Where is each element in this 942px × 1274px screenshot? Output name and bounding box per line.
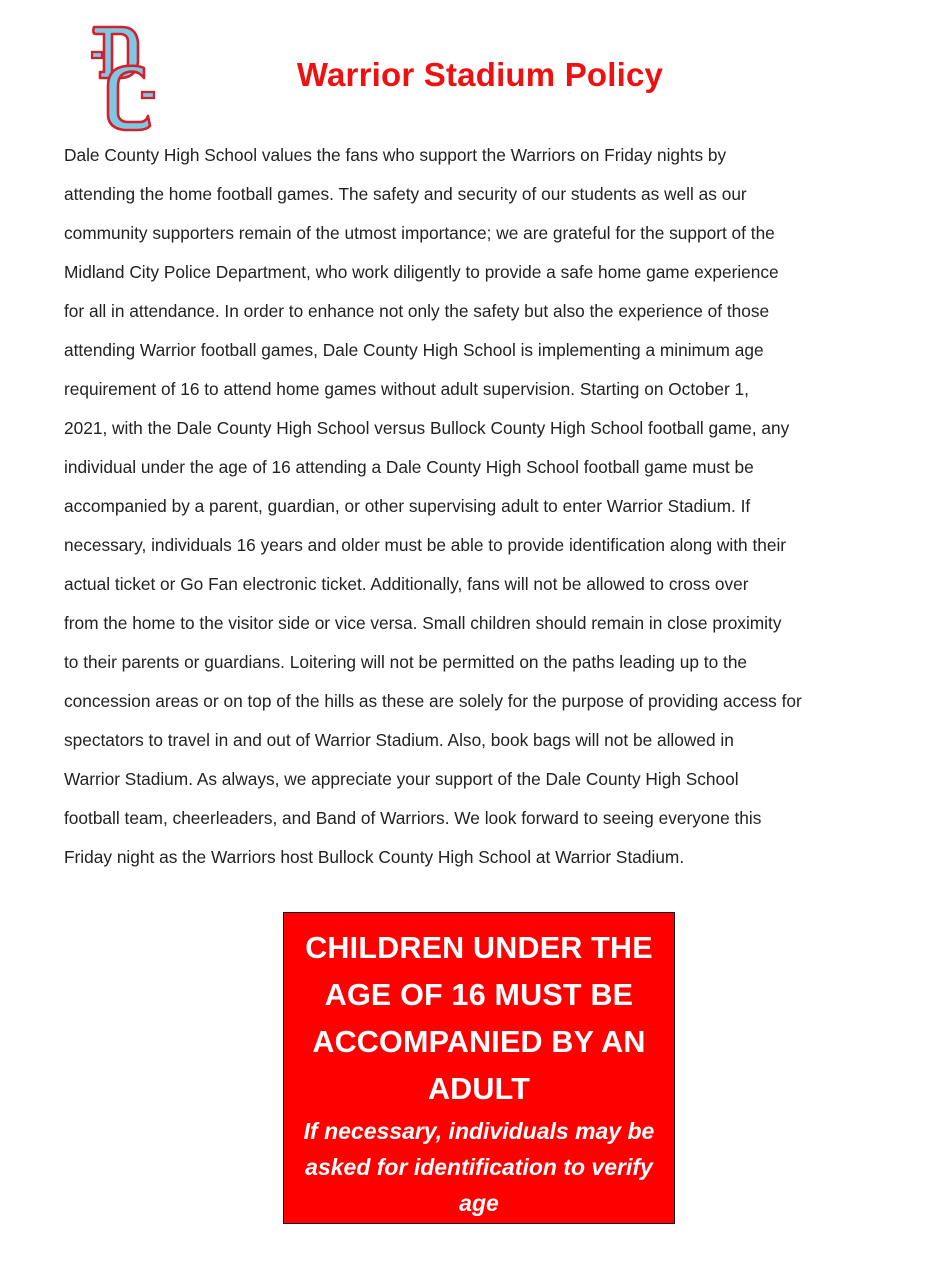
notice-heading-line: ADULT (427, 1072, 531, 1106)
page-title: Warrior Stadium Policy (296, 56, 664, 93)
paragraph-line: football team, cheerleaders, and Band of Warriors. We look forward to seeing everyone this (64, 808, 762, 828)
paragraph-line: individual under the age of 16 attending a Dale County High School football game must be (64, 457, 754, 477)
paragraph-line: Midland City Police Department, who work diligently to provide a safe home game experience (64, 262, 779, 282)
age-notice-box (283, 912, 675, 1224)
logo-serif (142, 92, 154, 98)
paragraph-line: necessary, individuals 16 years and older must be able to provide identification along with their (64, 535, 787, 555)
paragraph-line: actual ticket or Go Fan electronic ticket. Additionally, fans will not be allowed to cross over (64, 574, 749, 594)
paragraph-line: to their parents or guardians. Loitering will not be permitted on the paths leading up to the (64, 652, 748, 672)
logo-serif (92, 52, 102, 58)
notice-heading-line: ACCOMPANIED BY AN (312, 1025, 646, 1059)
paragraph-line: Warrior Stadium. As always, we appreciate your support of the Dale County High School (64, 769, 739, 789)
paragraph-line: from the home to the visitor side or vice versa. Small children should remain in close proximity (64, 613, 782, 633)
notice-sub-line: asked for identification to verify (305, 1154, 653, 1180)
notice-heading-line: AGE OF 16 MUST BE (324, 978, 634, 1012)
paragraph-line: 2021, with the Dale County High School versus Bullock County High School football game, any (64, 418, 790, 438)
notice-subtext (284, 1113, 674, 1221)
paragraph-line: Dale County High School values the fans who support the Warriors on Friday nights by (64, 145, 727, 165)
notice-sub-line: age (459, 1190, 499, 1216)
notice-heading (284, 925, 674, 1113)
paragraph-line: requirement of 16 to attend home games without adult supervision. Starting on October 1, (64, 379, 749, 399)
policy-paragraph (64, 136, 904, 877)
paragraph-line: spectators to travel in and out of Warrior Stadium. Also, book bags will not be allowed in (64, 730, 734, 750)
notice-heading-line: CHILDREN UNDER THE (305, 931, 653, 965)
paragraph-line: attending Warrior football games, Dale County High School is implementing a minimum age (64, 340, 764, 360)
paragraph-line: community supporters remain of the utmost importance; we are grateful for the support of the (64, 223, 775, 243)
paragraph-line: accompanied by a parent, guardian, or other supervising adult to enter Warrior Stadium. If (64, 496, 751, 516)
paragraph-line: attending the home football games. The safety and security of our students as well as our (64, 184, 747, 204)
dc-monogram-logo-icon (88, 22, 156, 132)
paragraph-line: Friday night as the Warriors host Bullock County High School at Warrior Stadium. (64, 847, 685, 867)
paragraph-line: for all in attendance. In order to enhance not only the safety but also the experience of those (64, 301, 770, 321)
paragraph-line: concession areas or on top of the hills as these are solely for the purpose of providing access for (64, 691, 802, 711)
notice-sub-line: If necessary, individuals may be (303, 1118, 655, 1144)
